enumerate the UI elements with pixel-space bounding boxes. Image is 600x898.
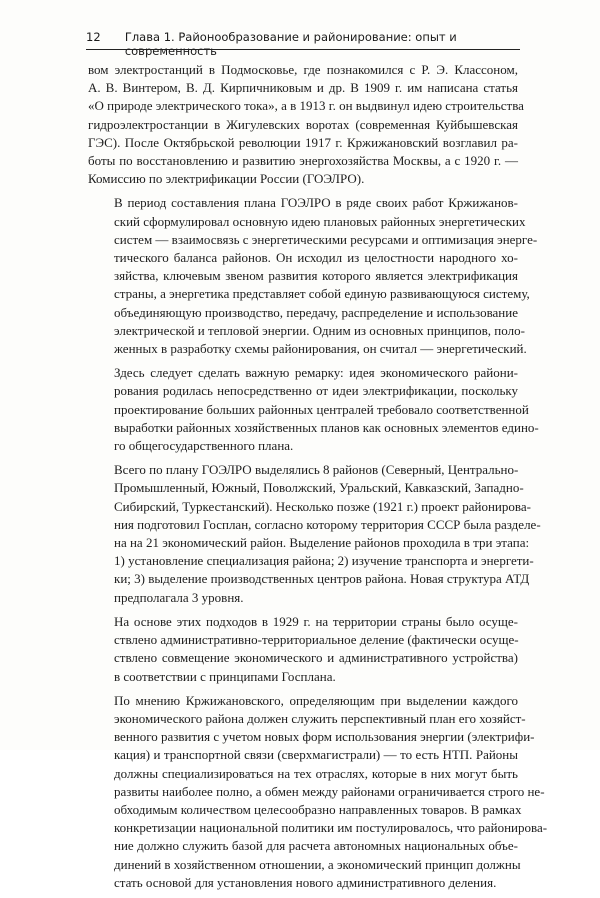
text-line: конкретизации национальной политики им постулировалось, что районирова- [114,820,548,836]
text-line: На основе этих подходов в 1929 г. на территории страны было осуще- [114,613,518,629]
text-line: Промышленный, Южный, Поволжский, Уральский, Кавказский, Западно- [114,480,524,496]
text-line: боты по восстановлению и развитию энергохозяйства Москвы, а с 1920 г. — [88,153,518,169]
text-line: ский сформулировал основную идею плановых районных энергетических [114,213,526,229]
text-line: проектирование больших районных централей требовало соответственной [114,401,529,417]
running-head [86,30,520,58]
text-line: Сибирский, Туркестанский). Несколько позже (1921 г.) проект районирова- [114,498,531,514]
text-line: Здесь следует сделать важную ремарку: идея экономического райони- [114,365,518,381]
text-line: выработки районных хозяйственных планов как основных элементов едино- [114,419,539,435]
text-line: систем — взаимосвязь с энергетическими ресурсами и оптимизация энерге- [114,231,538,247]
text-line: объединяющую производство, передачу, распределение и использование [114,304,518,320]
text-line: В период составления плана ГОЭЛРО в ряде своих работ Кржижанов- [114,195,518,211]
header-rule [86,49,520,50]
text-line: стать основой для установления нового административного деления. [114,874,497,890]
text-line: 1) установление специализация района; 2) изучение транспорта и энергети- [114,553,534,569]
text-line: предполагала 3 уровня. [114,589,244,605]
text-line: обходимым количеством целесообразно направленных товаров. В рамках [114,801,522,817]
text-line: в соответствии с принципами Госплана. [114,668,336,684]
text-line: женных в разработку схемы районирования, он считал — энергетический. [114,341,527,357]
text-line: А. В. Винтером, В. Д. Кирпичниковым и др. В 1909 г. им написана статья [88,80,518,96]
text-line: венного развития с учетом новых форм использования энергии (электрифи- [114,729,535,745]
text-line: По мнению Кржижановского, определяющим при выделении каждого [114,692,518,708]
text-line: ствлено совмещение экономического и административного устройства) [114,650,518,666]
text-line: ствлено административно-территориальное деление (фактически осуще- [114,632,519,648]
paragraph [88,461,541,607]
paragraph [88,613,518,686]
text-line: кация) и транспортной связи (сверхмагистрали) — то есть НТП. Районы [114,747,518,763]
chapter-title: Глава 1. Районообразование и районирование: опыт и современность [124,30,457,58]
text-line: тического баланса районов. Он исходил из целостности народного хо- [114,250,518,266]
text-line: зяйства, ключевым звеном развития которого является электрификация [114,268,518,284]
text-line: ния подготовил Госплан, согласно которому территория СССР была разделе- [114,516,541,532]
text-line: ние должно служить базой для расчета автономных национальных объе- [114,838,518,854]
page-number: 12 [86,30,101,44]
text-line: динений в хозяйственном отношении, а экономический принцип должны [114,856,521,872]
paragraph [88,194,538,358]
paragraph [88,692,548,892]
text-line: Всего по плану ГОЭЛРО выделялись 8 районов (Северный, Центрально- [114,462,519,478]
text-line: го общегосударственного плана. [114,438,294,454]
text-line: «О природе электрического тока», а в 1913 г. он выдвинул идею строительства [88,98,524,114]
text-line: электрической и тепловой энергии. Одним из основных принципов, поло- [114,322,525,338]
paragraph [88,61,524,188]
text-line: экономического района должен служить перспективный план его хозяйст- [114,710,526,726]
text-line: развиты наиболее полно, а обмен между районами ограничивается строго не- [114,783,545,799]
text-line: на на 21 экономический район. Выделение районов проходила в три этапа: [114,535,530,551]
paragraph [88,364,539,455]
text-line: рования родилась непосредственно от идеи электрификации, поскольку [114,383,518,399]
text-line: вом электростанций в Подмосковье, где познакомился с Р. Э. Классоном, [88,62,518,77]
body-text [88,61,548,898]
text-line: должны специализироваться на тех отраслях, которые в них могут быть [114,765,518,781]
text-line: Комиссию по электрификации России (ГОЭЛРО). [88,171,365,187]
text-line: ки; 3) выделение производственных центров района. Новая структура АТД [114,571,530,587]
text-line: ГЭС). После Октябрьской революции 1917 г. Кржижановский возглавил ра- [88,134,518,150]
text-line: страны, а энергетика представляет собой единую развивающуюся систему, [114,286,530,302]
text-line: гидроэлектростанции в Жигулевских воротах (современная Куйбышевская [88,116,518,132]
